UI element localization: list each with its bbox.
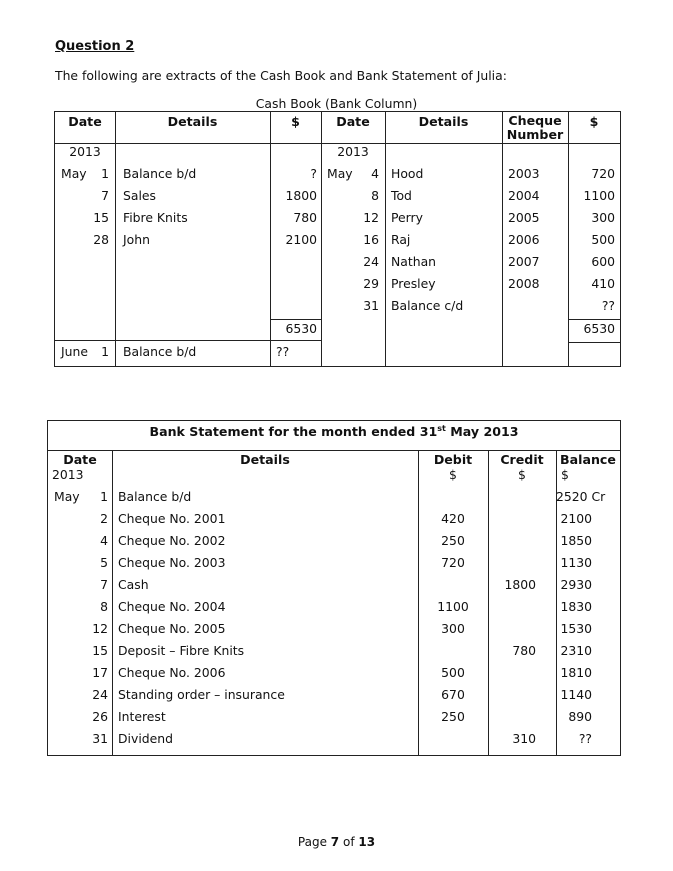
statement-credit: 310 [512,731,536,746]
statement-details: Deposit – Fibre Knits [118,643,245,658]
debit-day: 15 [93,210,109,225]
credit-day: 8 [371,188,379,203]
statement-balance: 1130 [560,555,592,570]
credit-day: 12 [363,210,379,225]
debit-details: John [123,232,150,247]
statement-day: 15 [92,643,108,658]
debit-amount: 780 [293,210,317,225]
header-amount: $ [291,114,300,129]
header-cheque-number [502,114,568,142]
year-left: 2013 [69,144,101,159]
header-date: Date [63,452,97,467]
credit-details: Tod [391,188,412,203]
header-date: Date [68,114,102,129]
bd-amount: ?? [276,344,290,359]
statement-balance: 1810 [560,665,592,680]
debit-month: May [61,166,87,181]
cash-book-caption: Cash Book (Bank Column) [255,96,418,111]
header-balance: Balance [560,452,616,467]
debit-details: Fibre Knits [123,210,188,225]
statement-balance: 2520 Cr [556,489,606,504]
credit-cheque: 2006 [508,232,540,247]
credit-day: 4 [371,166,379,181]
statement-day: 5 [100,555,108,570]
statement-debit: 670 [441,687,465,702]
statement-day: 31 [92,731,108,746]
credit-details: Perry [391,210,423,225]
currency-credit: $ [518,467,526,482]
debit-amount: 2100 [285,232,317,247]
statement-day: 17 [92,665,108,680]
page-label: Page [297,835,327,849]
page-total: 13 [358,835,376,849]
title-sup: st [437,424,446,433]
header-details: Details [167,114,218,129]
credit-cheque: 2008 [508,276,540,291]
statement-details: Cheque No. 2002 [118,533,226,548]
statement-day: 26 [92,709,108,724]
statement-balance: 890 [568,709,592,724]
credit-cheque: 2005 [508,210,540,225]
header-details: Details [240,452,290,467]
statement-balance: 2310 [560,643,592,658]
header-debit: Debit [433,452,473,467]
statement-details: Dividend [118,731,173,746]
credit-amount: 720 [591,166,615,181]
page-footer [0,835,673,849]
statement-details: Cash [118,577,149,592]
bd-details: Balance b/d [123,344,197,359]
statement-balance: 2930 [560,577,592,592]
credit-details: Hood [391,166,424,181]
statement-day: 8 [100,599,108,614]
statement-day: 24 [92,687,108,702]
credit-details: Nathan [391,254,437,269]
statement-year: 2013 [52,467,84,482]
debit-details: Balance b/d [123,166,197,181]
statement-balance: 1530 [560,621,592,636]
statement-debit: 420 [441,511,465,526]
statement-credit: 1800 [504,577,536,592]
currency-debit: $ [449,467,457,482]
statement-balance: 1830 [560,599,592,614]
credit-details: Raj [391,232,411,247]
debit-day: 1 [101,166,109,181]
credit-cheque: 2004 [508,188,540,203]
statement-day: 12 [92,621,108,636]
credit-amount: 300 [591,210,615,225]
statement-details: Balance b/d [118,489,192,504]
credit-day: 31 [363,298,379,313]
cash-book-table [54,111,621,367]
credit-day: 24 [363,254,379,269]
total-right: 6530 [583,321,615,336]
statement-month: May [54,489,80,504]
statement-credit: 780 [512,643,536,658]
credit-details: Presley [391,276,436,291]
credit-amount: 500 [591,232,615,247]
statement-day: 2 [100,511,108,526]
bd-day: 1 [101,344,109,359]
credit-amount: 1100 [583,188,615,203]
statement-details: Cheque No. 2004 [118,599,226,614]
title-main: Bank Statement for the month ended 31 [149,424,438,440]
intro-text: The following are extracts of the Cash Book and Bank Statement of Julia: [55,68,507,83]
statement-details: Standing order – insurance [118,687,285,702]
credit-day: 29 [363,276,379,291]
page-current: 7 [330,835,340,849]
credit-amount: ?? [601,298,615,313]
debit-day: 28 [93,232,109,247]
header-details-credit: Details [418,114,469,129]
statement-details: Cheque No. 2001 [118,511,226,526]
bank-statement-table [47,420,621,756]
title-post: May 2013 [445,424,519,440]
statement-debit: 1100 [437,599,469,614]
bd-month: June [61,344,88,359]
statement-details: Cheque No. 2003 [118,555,226,570]
statement-day: 7 [100,577,108,592]
total-left: 6530 [285,321,317,336]
statement-balance: 1850 [560,533,592,548]
credit-details: Balance c/d [391,298,464,313]
statement-details: Cheque No. 2006 [118,665,226,680]
credit-amount: 410 [591,276,615,291]
header-credit: Credit [500,452,544,467]
debit-amount: 1800 [285,188,317,203]
statement-balance: 1140 [560,687,592,702]
statement-debit: 250 [441,533,465,548]
currency-balance: $ [561,467,569,482]
statement-day: 4 [100,533,108,548]
header-date-credit: Date [336,114,370,129]
question-title: Question 2 [55,39,135,54]
credit-cheque: 2003 [508,166,540,181]
debit-amount: ? [310,166,317,181]
statement-debit: 720 [441,555,465,570]
statement-day: 1 [100,489,108,504]
bank-statement-title [48,424,620,439]
header-amount-credit: $ [589,114,599,129]
credit-amount: 600 [591,254,615,269]
statement-debit: 500 [441,665,465,680]
statement-balance: 2100 [560,511,592,526]
credit-cheque: 2007 [508,254,540,269]
statement-debit: 300 [441,621,465,636]
statement-details: Cheque No. 2005 [118,621,226,636]
credit-month: May [327,166,353,181]
statement-details: Interest [118,709,166,724]
header-number: Number [506,127,564,142]
debit-details: Sales [123,188,156,203]
credit-day: 16 [363,232,379,247]
debit-day: 7 [101,188,109,203]
statement-balance: ?? [578,731,592,746]
year-right: 2013 [337,144,369,159]
of-label: of [342,835,355,849]
statement-debit: 250 [441,709,465,724]
header-cheque: Cheque [508,113,562,128]
